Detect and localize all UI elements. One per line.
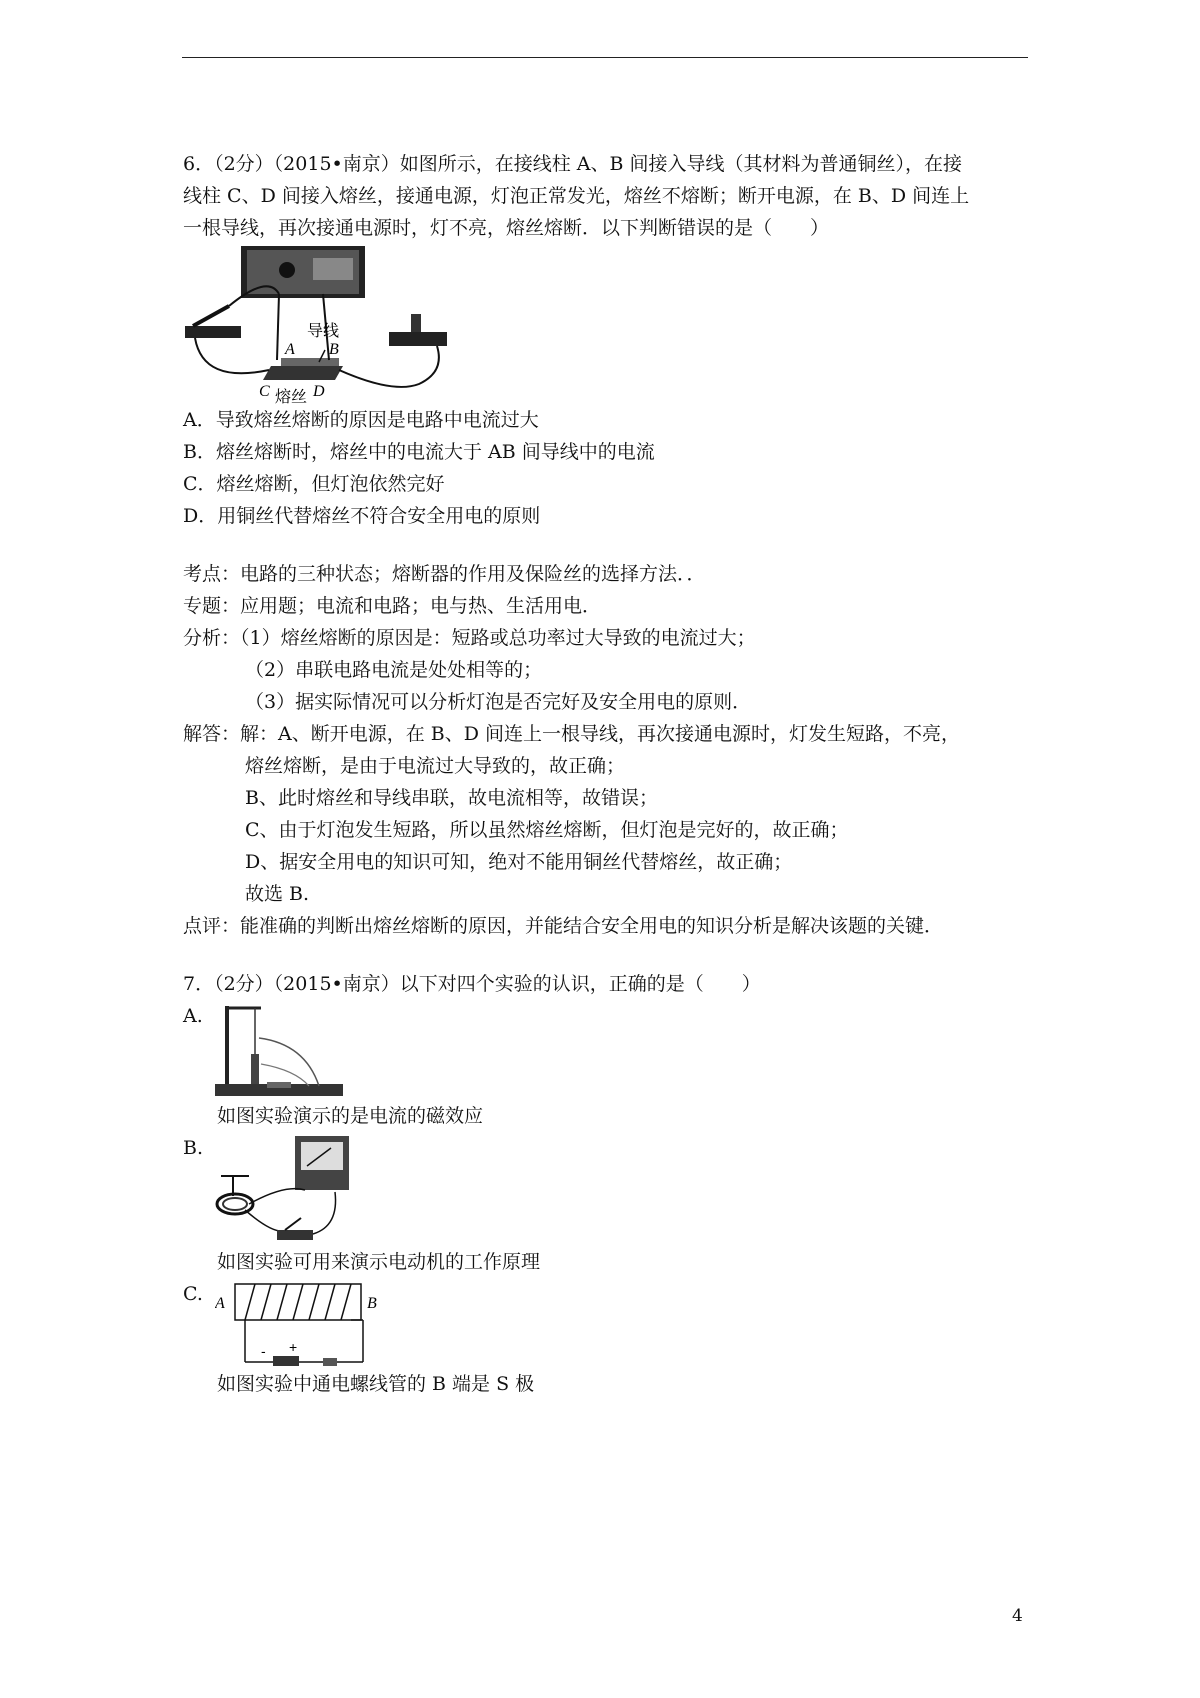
q6-option-d: D．用铜丝代替熔丝不符合安全用电的原则 (183, 505, 541, 527)
q6-fenxi-head: 分析：（1）熔丝熔断的原因是：短路或总功率过大导致的电流过大； (183, 627, 756, 649)
q7-option-b-label: B. (183, 1137, 204, 1159)
q6-fig-wire-label: 导线 (307, 323, 340, 340)
q7-stem: 7．（2分）（2015•南京）以下对四个实验的认识，正确的是（ ） (183, 973, 761, 995)
q6-fig-label-d: D (313, 383, 325, 400)
q7-option-c-label: C. (183, 1283, 203, 1305)
q7-option-c-figure (183, 1282, 1033, 1368)
q6-jieda-line-4: D、据安全用电的知识可知，绝对不能用铜丝代替熔丝，故正确； (245, 851, 793, 873)
q6-fig-label-b: B (329, 341, 339, 358)
q6-stem-line-2: 线柱 C、D 间接入熔丝，接通电源，灯泡正常发光，熔丝不熔断；断开电源，在 B、D 间连上 (183, 185, 970, 207)
q6-fig-label-c: C (259, 383, 270, 400)
q7-option-a-caption: 如图实验演示的是电流的磁效应 (217, 1105, 484, 1127)
q6-stem-line-3: 一根导线，再次接通电源时，灯不亮，熔丝熔断．以下判断错误的是（ ） (183, 217, 830, 239)
q6-option-c: C．熔丝熔断，但灯泡依然完好 (183, 473, 445, 495)
q6-dianping: 点评：能准确的判断出熔丝熔断的原因，并能结合安全用电的知识分析是解决该题的关键． (183, 915, 944, 937)
question-6 (183, 148, 1033, 942)
q7-c-fig-plus: + (289, 1339, 298, 1355)
q7-option-a-figure (183, 1004, 1033, 1100)
q7-c-fig-minus: - (261, 1343, 266, 1359)
q6-fenxi-line-2: （2）串联电路电流是处处相等的； (245, 659, 543, 681)
page-number: 4 (1012, 1606, 1023, 1626)
question-7 (183, 968, 1033, 1400)
q6-kaodian: 考点：电路的三种状态；熔断器的作用及保险丝的选择方法．． (183, 563, 706, 585)
q6-fig-fuse-label: 熔丝 (275, 389, 308, 404)
q6-zhuanti: 专题：应用题；电流和电路；电与热、生活用电． (183, 595, 602, 617)
q6-jieda-line-2: B、此时熔丝和导线串联，故电流相等，故错误； (245, 787, 658, 809)
q7-option-c-caption: 如图实验中通电螺线管的 B 端是 S 极 (217, 1373, 535, 1395)
q6-circuit-figure (183, 244, 1033, 404)
q6-fig-label-a: A (285, 341, 295, 358)
q6-option-b: B．熔丝熔断时，熔丝中的电流大于 AB 间导线中的电流 (183, 441, 655, 463)
q7-option-a-label: A. (183, 1005, 203, 1027)
q7-c-fig-label-a: A (215, 1295, 225, 1312)
q7-option-b-figure (183, 1136, 1033, 1246)
q6-jieda-head: 解答：解：A、断开电源，在 B、D 间连上一根导线，再次接通电源时，灯发生短路，不亮， (183, 723, 960, 745)
q6-jieda-line-3: C、由于灯泡发生短路，所以虽然熔丝熔断，但灯泡是完好的，故正确； (245, 819, 849, 841)
q7-c-fig-label-b: B (367, 1295, 377, 1312)
q6-stem-line-1: 6．（2分）（2015•南京）如图所示，在接线柱 A、B 间接入导线（其材料为普通铜丝），在接 (183, 153, 963, 175)
q6-jieda-line-5: 故选 B. (245, 883, 310, 905)
q6-jieda-line-1: 熔丝熔断，是由于电流过大导致的，故正确； (245, 755, 626, 777)
q6-fenxi-line-3: （3）据实际情况可以分析灯泡是否完好及安全用电的原则． (245, 691, 752, 713)
q6-option-a: A．导致熔丝熔断的原因是电路中电流过大 (183, 409, 539, 431)
page-content (183, 148, 1033, 1400)
q7-option-b-caption: 如图实验可用来演示电动机的工作原理 (217, 1251, 541, 1273)
header-rule (182, 57, 1028, 58)
